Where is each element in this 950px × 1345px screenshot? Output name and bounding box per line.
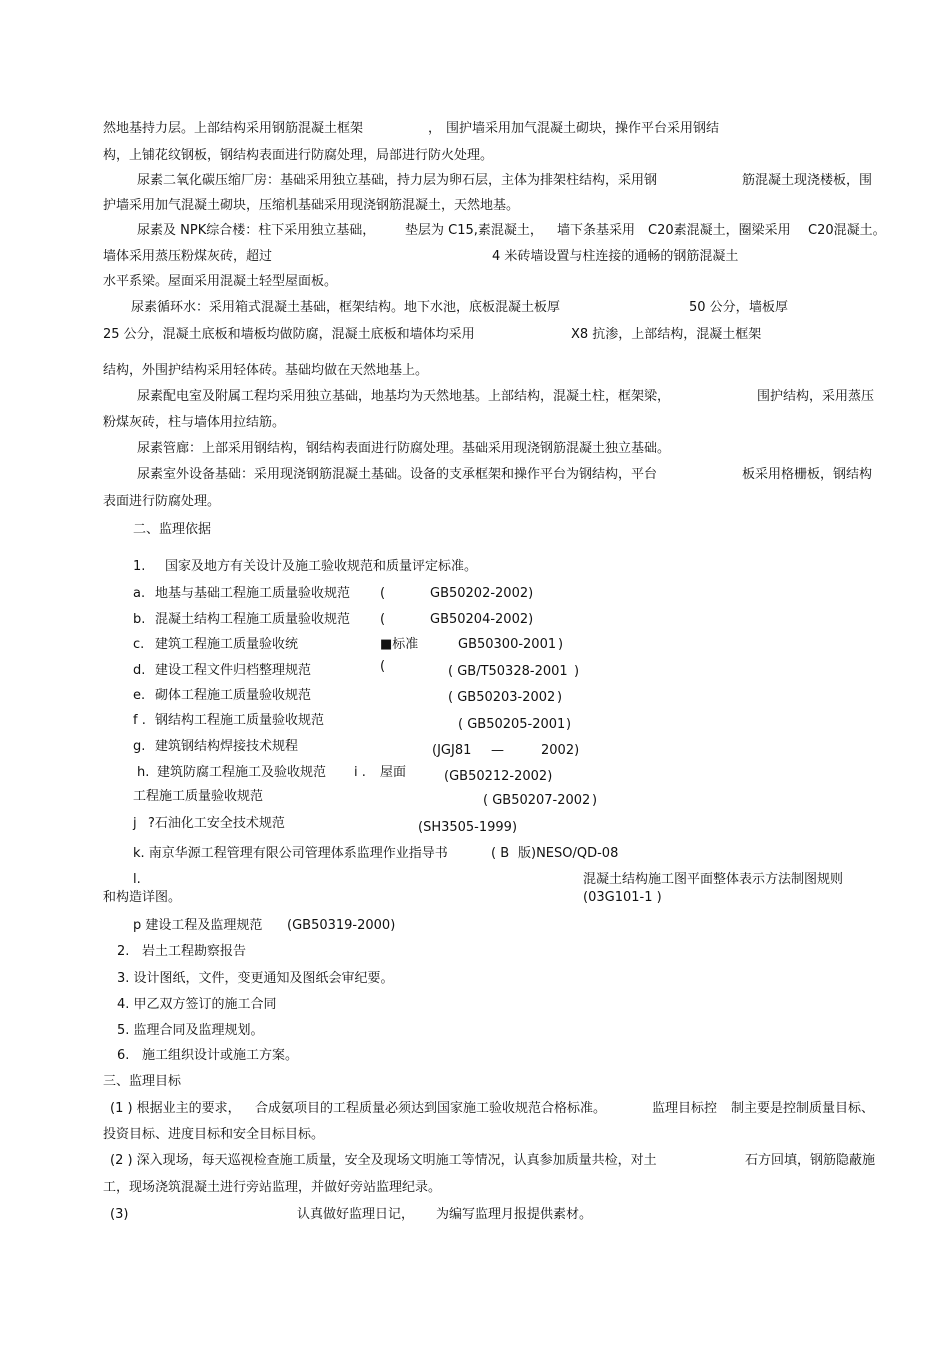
body-text: (2 ) 深入现场，每天巡视检查施工质量，安全及现场文明施工等情况，认真参加质量共检，对土 bbox=[110, 1153, 657, 1168]
body-text: 水平系梁。屋面采用混凝土轻型屋面板。 bbox=[103, 274, 338, 289]
standard-code: 2002) bbox=[541, 743, 580, 758]
standard-code: (GB50319-2000) bbox=[287, 918, 396, 933]
body-text: 垫层为 C15,素混凝土， bbox=[405, 223, 543, 238]
list-label: h. bbox=[137, 765, 150, 780]
standard-code: GB50300-2001 bbox=[458, 637, 557, 652]
list-item: 建设工程文件归档整理规范 bbox=[155, 663, 312, 678]
list-item: 施工组织设计或施工方案。 bbox=[142, 1048, 299, 1063]
body-text: 尿素配电室及附属工程均采用独立基础，地基均为天然地基。上部结构，混凝土柱，框架梁， bbox=[137, 389, 671, 404]
list-item: 建筑钢结构焊接技术规程 bbox=[155, 739, 299, 754]
list-item: 建筑工程施工质量验收统 bbox=[155, 637, 299, 652]
list-number: (3) bbox=[110, 1207, 129, 1222]
list-item: ( bbox=[380, 659, 386, 674]
list-item: 5. 监理合同及监理规划。 bbox=[117, 1023, 264, 1038]
list-number: 6. bbox=[117, 1048, 130, 1063]
body-text: 尿素循环水：采用箱式混凝土基础，框架结构。地下水池，底板混凝土板厚 bbox=[131, 300, 561, 315]
body-text: 尿素室外设备基础：采用现浇钢筋混凝土基础。设备的支承框架和操作平台为钢结构，平台 bbox=[137, 467, 658, 482]
standard-code: ( GB50203-2002 bbox=[448, 690, 556, 705]
body-text: 尿素二氧化碳压缩厂房：基础采用独立基础，持力层为卵石层，主体为排架柱结构，采用钢 bbox=[137, 173, 658, 188]
list-item: 砌体工程施工质量验收规范 bbox=[155, 688, 312, 703]
body-text: C20素混凝土，圈梁采用 bbox=[648, 223, 791, 238]
body-text: 50 公分， bbox=[689, 300, 749, 315]
list-item: — bbox=[491, 743, 504, 758]
list-label: e. bbox=[133, 688, 146, 703]
standard-code: ( GB/T50328-2001 bbox=[448, 664, 568, 679]
list-label: b. bbox=[133, 612, 146, 627]
body-text: 墙下条基采用 bbox=[557, 223, 636, 238]
standard-code: ( GB50205-2001 bbox=[458, 717, 566, 732]
body-text: C20混凝土。 bbox=[808, 223, 886, 238]
list-item: 4. 甲乙双方签订的施工合同 bbox=[117, 997, 277, 1012]
body-text: 4 米砖墙设置与柱连接的通畅的钢筋混凝土 bbox=[492, 249, 739, 264]
list-item: 3. 设计图纸，文件，变更通知及图纸会审纪要。 bbox=[117, 971, 394, 986]
body-text: 表面进行防腐处理。 bbox=[103, 494, 221, 509]
body-text: 尿素管廊：上部采用钢结构，钢结构表面进行防腐处理。基础采用现浇钢筋混凝土独立基础。 bbox=[137, 441, 671, 456]
body-text: 为编写监理月报提供素材。 bbox=[436, 1207, 593, 1222]
list-item: 屋面 bbox=[380, 765, 407, 780]
standard-code: (GB50212-2002) bbox=[444, 769, 553, 784]
list-item: 岩土工程勘察报告 bbox=[142, 944, 247, 959]
standard-code: (03G101-1 ) bbox=[583, 890, 662, 905]
body-text: 板采用格栅板，钢结构 bbox=[742, 467, 873, 482]
standard-code: (SH3505-1999) bbox=[418, 820, 518, 835]
list-item: 混凝土结构施工图平面整体表示方法制图规则 bbox=[583, 872, 844, 887]
body-text: 粉煤灰砖，柱与墙体用拉结筋。 bbox=[103, 415, 286, 430]
list-item: 钢结构工程施工质量验收规范 bbox=[155, 713, 325, 728]
list-label: j bbox=[133, 816, 137, 831]
list-item: 建筑防腐工程施工及验收规范 bbox=[157, 765, 327, 780]
body-text: 尿素及 NPK综合楼：柱下采用独立基础， bbox=[137, 223, 376, 238]
list-item: ) bbox=[592, 793, 598, 808]
body-text: 合成氨项目的工程质量必须达到国家施工验收规范合格标准。 bbox=[255, 1101, 607, 1116]
list-label: l. bbox=[133, 872, 141, 887]
body-text: 结构，外围护结构采用轻体砖。基础均做在天然地基上。 bbox=[103, 363, 429, 378]
list-item: ■标准 bbox=[380, 637, 419, 652]
standard-code: ( GB50207-2002 bbox=[483, 793, 591, 808]
body-text: 然地基持力层。上部结构采用钢筋混凝土框架 bbox=[103, 121, 364, 136]
list-item: ) bbox=[557, 690, 563, 705]
list-item: 地基与基础工程施工质量验收规范 bbox=[155, 586, 351, 601]
body-text: 监理目标控 bbox=[652, 1101, 718, 1116]
body-text: ， bbox=[428, 121, 442, 136]
body-text: 工，现场浇筑混凝土进行旁站监理，并做好旁站监理纪录。 bbox=[103, 1180, 442, 1195]
list-label: f . bbox=[133, 713, 146, 728]
list-label: g. bbox=[133, 739, 146, 754]
body-text: 25 公分，混凝土底板和墙板均做防腐，混凝土底板和墙体均采用 bbox=[103, 327, 475, 342]
list-item: ( bbox=[380, 612, 386, 627]
list-item: ( B bbox=[491, 846, 510, 861]
list-item: ) bbox=[574, 664, 580, 679]
list-item: k. 南京华源工程管理有限公司管理体系监理作业指导书 bbox=[133, 846, 448, 861]
body-text: 认真做好监理日记， bbox=[297, 1207, 415, 1222]
standard-code: (JGJ81 bbox=[432, 743, 472, 758]
list-label: d. bbox=[133, 663, 146, 678]
body-text: 制主要是控制质量目标、 bbox=[731, 1101, 875, 1116]
list-number: 2. bbox=[117, 944, 130, 959]
list-item: ) bbox=[558, 637, 564, 652]
standard-code: GB50204-2002) bbox=[430, 612, 534, 627]
list-item: 和构造详图。 bbox=[103, 890, 182, 905]
body-text: X8 抗渗，上部结构，混凝土框架 bbox=[571, 327, 762, 342]
body-text: 墙体采用蒸压粉煤灰砖，超过 bbox=[103, 249, 273, 264]
section-heading: 二、监理依据 bbox=[133, 522, 212, 537]
body-text: 石方回填，钢筋隐蔽施 bbox=[745, 1153, 876, 1168]
list-item: ) bbox=[566, 717, 572, 732]
body-text: (1 ) 根据业主的要求， bbox=[110, 1101, 241, 1116]
body-text: 围护墙采用加气混凝土砌块，操作平台采用钢结 bbox=[446, 121, 720, 136]
body-text: 投资目标、进度目标和安全目标目标。 bbox=[103, 1127, 325, 1142]
body-text: 筋混凝土现浇楼板，围 bbox=[742, 173, 873, 188]
standard-code: GB50202-2002) bbox=[430, 586, 534, 601]
list-item: p 建设工程及监理规范 bbox=[133, 918, 263, 933]
body-text: 墙板厚 bbox=[749, 300, 789, 315]
list-item: 国家及地方有关设计及施工验收规范和质量评定标准。 bbox=[165, 559, 478, 574]
list-item: ?石油化工安全技术规范 bbox=[148, 816, 285, 831]
list-item: 混凝土结构工程施工质量验收规范 bbox=[155, 612, 351, 627]
body-text: 构，上铺花纹钢板，钢结构表面进行防腐处理，局部进行防火处理。 bbox=[103, 148, 494, 163]
list-label: a. bbox=[133, 586, 146, 601]
standard-code: 版)NESO/QD-08 bbox=[518, 846, 619, 861]
list-item: ( bbox=[380, 586, 386, 601]
list-label: c. bbox=[133, 637, 145, 652]
list-number: 1. bbox=[133, 559, 146, 574]
body-text: 护墙采用加气混凝土砌块，压缩机基础采用现浇钢筋混凝土，天然地基。 bbox=[103, 198, 520, 213]
list-item: 工程施工质量验收规范 bbox=[133, 789, 264, 804]
list-label: i . bbox=[354, 765, 366, 780]
body-text: 围护结构，采用蒸压 bbox=[757, 389, 875, 404]
section-heading: 三、监理目标 bbox=[103, 1074, 182, 1089]
